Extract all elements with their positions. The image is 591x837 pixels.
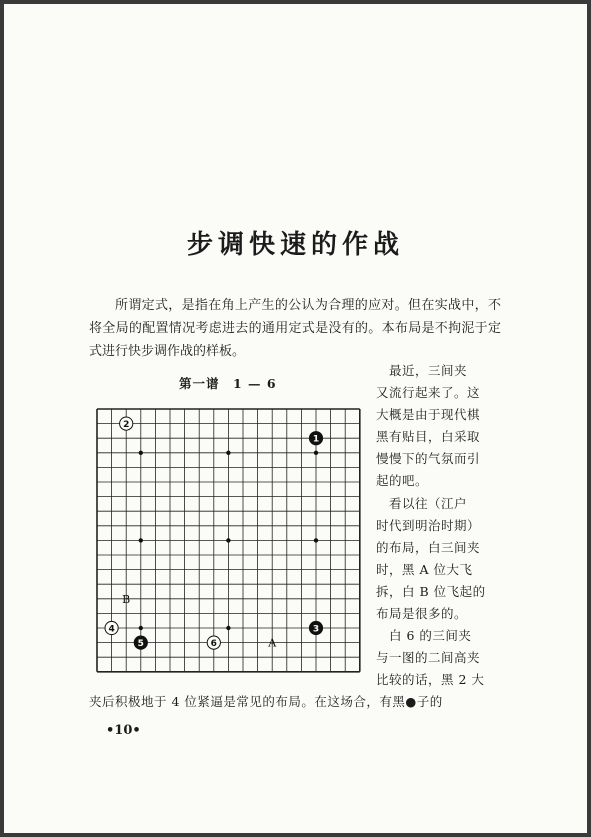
- star-point: [139, 626, 143, 630]
- side-text-line: 比较的话，黑 2 大: [376, 672, 485, 687]
- stone-number-label: 5: [137, 639, 144, 649]
- star-point: [314, 538, 318, 542]
- side-text-line: 最近，三间夹: [376, 363, 468, 378]
- stone-number-label: 6: [210, 639, 217, 649]
- star-point: [314, 451, 318, 455]
- intro-paragraph: 所谓定式，是指在角上产生的公认为合理的应对。但在实战中，不将全局的配置情况考虑进去的通用定式是没有的。本布局是不拘泥于定式进行快步调作战的样板。: [89, 298, 501, 359]
- side-text-line: 拆，白 B 位飞起的: [376, 584, 486, 599]
- page-number: •10•: [106, 723, 141, 738]
- star-point: [139, 451, 143, 455]
- side-text-line: 又流行起来了。这: [376, 385, 481, 400]
- stone-number-label: 3: [312, 624, 320, 635]
- side-text-line: 布局是很多的。: [376, 606, 468, 621]
- side-text-line: 时代到明治时期）: [376, 518, 481, 533]
- side-text-line: 时，黑 A 位大飞: [376, 562, 473, 577]
- side-text-line: 与一图的二间高夹: [376, 650, 481, 665]
- star-point: [139, 538, 143, 542]
- side-text-line: 白 6 的三间夹: [376, 628, 472, 643]
- side-text-line: 慢慢下的气氛而引: [376, 451, 481, 466]
- side-text-line: 大概是由于现代棋: [376, 407, 481, 422]
- stone-number-label: 2: [123, 420, 130, 430]
- star-point: [226, 626, 230, 630]
- go-board-diagram: [93, 405, 365, 677]
- diagram-caption: 第一谱 1 — 6: [179, 376, 277, 391]
- page-title: 步调快速的作战: [186, 230, 404, 260]
- side-text-line: 起的吧。: [376, 473, 429, 488]
- side-text-line: 的布局，白三间夹: [376, 540, 481, 555]
- side-text-line: 黑有贴目，白采取: [376, 429, 481, 444]
- book-page: [4, 4, 587, 833]
- star-point: [226, 538, 230, 542]
- body-text-line: 夹后积极地于 4 位紧逼是常见的布局。在这场合，有黑●子的: [89, 694, 443, 709]
- star-point: [226, 451, 230, 455]
- board-letter-label: B: [122, 592, 131, 606]
- side-text-line: 看以往（江户: [376, 496, 468, 511]
- stone-number-label: 1: [312, 434, 320, 445]
- board-letter-label: A: [268, 636, 277, 650]
- stone-number-label: 4: [108, 624, 115, 635]
